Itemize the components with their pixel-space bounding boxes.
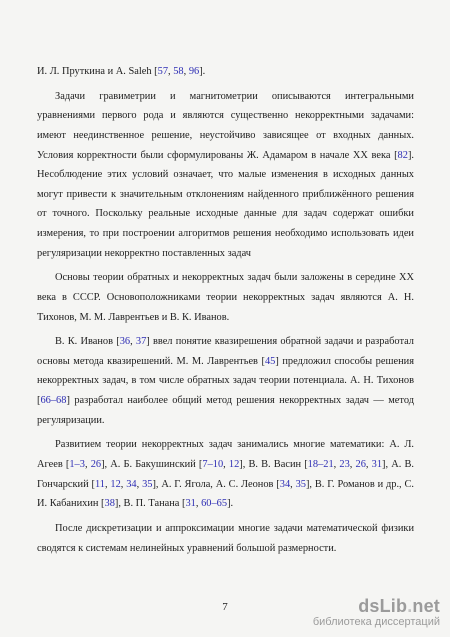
- text-run: ,: [168, 66, 174, 77]
- citation-link[interactable]: 26: [355, 459, 366, 471]
- text-run: ] разработал наиболее общий метод решения некорректных задач — метод регуляризации.: [37, 395, 414, 426]
- page-number: 7: [222, 601, 228, 613]
- citation-link[interactable]: 35: [295, 478, 306, 490]
- citation-link[interactable]: 31: [185, 498, 196, 510]
- citation-link[interactable]: 34: [126, 478, 137, 490]
- text-run: ,: [223, 459, 229, 471]
- citation-link[interactable]: 82: [397, 149, 408, 161]
- citation-link[interactable]: 45: [264, 355, 276, 367]
- citation-link[interactable]: 96: [188, 66, 200, 77]
- text-run: ], А. Б. Бакушинский [: [101, 459, 203, 471]
- citation-link[interactable]: 34: [279, 478, 291, 490]
- text-run: Основы теории обратных и некорректных задач были заложены в середине XX века в СССР. Основоположниками теории некорректных задач являются А. Н. Тихонов, М. М. Лаврентьев и В. К. Иванов.: [37, 272, 414, 323]
- paragraph: [37, 268, 414, 327]
- citation-link[interactable]: 11: [94, 478, 105, 490]
- citation-link[interactable]: 26: [90, 459, 102, 471]
- citation-link[interactable]: 60–65: [201, 498, 228, 510]
- citation-link[interactable]: 66–68: [40, 395, 67, 407]
- text-run: Развитием теории некорректных задач занимались многие математики: А. Л. Агеев [: [37, 439, 414, 471]
- text-run: ] ввел понятие квазирешения обратной задачи и разработал основы метода квазирешений. М. М. Лаврентьев [: [37, 336, 414, 367]
- text-run: ], А. В. Гончарский [: [37, 459, 414, 490]
- paragraph: [37, 519, 414, 558]
- watermark-subtitle: библиотека диссертаций: [312, 616, 440, 628]
- paragraph: [37, 87, 414, 263]
- text-run: ] предложил способы решения некорректных задач, в том числе обратных задач теории потенциала. А. Н. Тихонов [: [37, 355, 414, 407]
- watermark-logo-main: dsLib: [358, 596, 408, 616]
- text-run: ,: [183, 66, 189, 77]
- text-run: ], А. Г. Ягола, А. С. Леонов [: [152, 478, 280, 490]
- text-run: ,: [130, 336, 136, 348]
- watermark-logo: [313, 596, 440, 616]
- text-run: ], В. Г. Романов и др., С. И. Кабанихин [: [37, 478, 415, 510]
- citation-link[interactable]: 58: [173, 66, 184, 77]
- citation-link[interactable]: 1–3: [69, 459, 85, 471]
- citation-link[interactable]: 12: [110, 478, 121, 490]
- text-run: ,: [349, 459, 356, 471]
- citation-link[interactable]: 35: [142, 478, 153, 490]
- text-run: После дискретизации и аппроксимации многие задачи математической физики сводятся к системам нелинейных уравнений большой размерности.: [37, 523, 414, 554]
- text-run: ], В. П. Танана [: [114, 498, 186, 510]
- watermark: [313, 596, 440, 629]
- text-run: ,: [365, 459, 372, 471]
- paragraph: [37, 332, 414, 430]
- citation-link[interactable]: 57: [157, 66, 169, 77]
- text-run: ,: [104, 478, 111, 490]
- paragraph: [37, 62, 414, 82]
- body-text: [37, 62, 414, 563]
- citation-link[interactable]: 23: [339, 459, 350, 471]
- text-run: В. К. Иванов [: [55, 336, 120, 348]
- watermark-logo-dot: .: [407, 596, 413, 616]
- citation-link[interactable]: 12: [228, 459, 240, 471]
- watermark-logo-tail: net: [412, 596, 440, 616]
- text-run: ], В. В. Васин [: [239, 459, 308, 471]
- text-run: ,: [333, 459, 340, 471]
- paragraph: [37, 435, 414, 513]
- text-run: ].: [227, 498, 234, 510]
- citation-link[interactable]: 38: [104, 498, 115, 510]
- text-run: ,: [136, 478, 143, 490]
- text-run: ,: [84, 459, 91, 471]
- citation-link[interactable]: 31: [371, 459, 383, 471]
- text-run: ].: [199, 66, 206, 77]
- citation-link[interactable]: 7–10: [202, 459, 224, 471]
- citation-link[interactable]: 37: [135, 336, 147, 348]
- text-run: ,: [290, 478, 296, 490]
- text-run: ]. Несоблюдение этих условий означает, что малые изменения в исходных данных могут привести к значительным отклонениям найденного приближённого решения от точного. Поскольку реальные исходные данные для задач содержат ошибки измерения, то при построении алгоритмов решения необходимо использовать идеи регуляризации некорректно поставленных задач: [37, 149, 414, 259]
- citation-link[interactable]: 36: [119, 336, 131, 348]
- text-run: ,: [120, 478, 127, 490]
- text-run: Задачи гравиметрии и магнитометрии описываются интегральными уравнениями первого рода и являются существенно некорректными задачами: имеют неединственное решение, неустойчиво зависящее от входных данных. Условия корректности были сформулированы Ж. Адамаром в начале XX века [: [37, 90, 414, 161]
- citation-link[interactable]: 18–21: [307, 459, 334, 471]
- text-run: И. Л. Пруткина и А. Saleh [: [37, 66, 158, 77]
- text-run: ,: [195, 498, 202, 510]
